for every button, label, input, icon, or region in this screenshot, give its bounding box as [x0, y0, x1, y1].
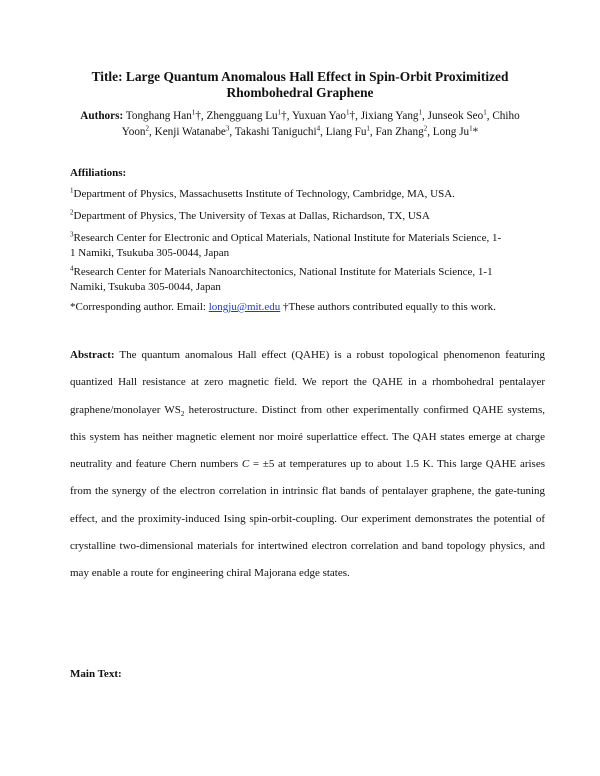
author-name: Kenji Watanabe	[154, 125, 226, 138]
affiliation-2-sup: 2	[70, 208, 74, 217]
abstract-part-2: heterostructure. Distinct from other experimentally confirmed QAHE systems, this system has neither magnetic element nor moiré superlattice effect. The QAH states emerge at charge neutrality and feature Chern numbers	[70, 403, 545, 471]
authors-label: Authors:	[80, 110, 124, 122]
abstract-paragraph	[70, 342, 545, 588]
affiliations-heading: Affiliations:	[70, 167, 127, 179]
affiliation-4	[70, 265, 532, 295]
author-affiliation-sup: 1	[277, 108, 282, 117]
affiliation-3-line-2: 1 Namiki, Tsukuba 305-0044, Japan	[70, 247, 230, 259]
chern-value: = ±5	[249, 458, 275, 471]
chern-symbol: C	[241, 458, 250, 471]
author-name: Yuxuan Yao	[291, 110, 347, 122]
title-line-2: Rhombohedral Graphene	[226, 85, 374, 100]
affiliation-4-line-2: Namiki, Tsukuba 305-0044, Japan	[70, 281, 221, 293]
author-name: Tonghang Han	[125, 110, 192, 122]
affiliation-3-sup: 3	[70, 230, 74, 239]
affiliation-3	[70, 231, 532, 261]
ws2-subscript: 2	[180, 409, 185, 418]
author-affiliation-sup: 2	[423, 123, 428, 132]
author-name: Long Ju	[432, 125, 470, 138]
abstract-part-1: The quantum anomalous Hall effect (QAHE) is a robust topological phenomenon featuring quantized Hall resistance at zero magnetic field. We report the QAHE in a rhombohedral pentalayer graphene/monolayer WS	[70, 349, 545, 416]
author-name: Junseok Seo	[427, 110, 484, 122]
title-line-1: Title: Large Quantum Anomalous Hall Effect in Spin-Orbit Proximitized	[91, 69, 509, 84]
author-affiliation-sup: 1	[366, 123, 370, 132]
affiliation-1-sup: 1	[70, 186, 74, 195]
paper-title	[60, 69, 540, 101]
author-affiliation-sup: 1	[469, 123, 473, 132]
affiliation-4-sup: 4	[70, 264, 74, 273]
author-mark: †	[281, 110, 287, 122]
author-mark: †	[349, 110, 356, 122]
author-affiliation-sup: 1	[418, 108, 423, 117]
author-name: Fan Zhang	[375, 125, 424, 138]
abstract-part-3: at temperatures up to about 1.5 K. This large QAHE arises from the synergy of the electron correlation in intrinsic flat bands of pentalayer graphene, the gate-tuning effect, and the proximity-induced Ising spin-orbit-coupling. Our experiment demonstrates the potential of crystalline two-dimensional materials for intertwined electron correlation and band topology physics, and may enable a route for engineering chiral Majorana edge states.	[70, 458, 545, 580]
abstract-label: Abstract:	[70, 349, 115, 361]
author-names: Tonghang Han$^1$†, Zhengguang Lu$^1$†, Yuxuan Yao$^1$†, Jixiang Yang$^1$, Junseok Seo$^1$, Chiho Yoon$^2$, Kenji Watanabe$^3$, Takashi Taniguchi$^4$, Liang Fu$^1$, Fan Zhang$^2$, Long Ju$^1$*	[121, 108, 520, 138]
author-list	[80, 109, 520, 140]
author-affiliation-sup: 3	[225, 123, 230, 132]
affiliation-2-text: Department of Physics, The University of Texas at Dallas, Richardson, TX, USA	[73, 210, 430, 222]
corresponding-prefix: *Corresponding author. Email:	[70, 301, 209, 313]
author-affiliation-sup: 1	[191, 108, 196, 117]
author-name: Jixiang Yang	[360, 110, 419, 122]
author-affiliation-sup: 2	[145, 123, 150, 132]
author-affiliation-sup: 1	[483, 108, 487, 117]
author-affiliation-sup: 4	[316, 123, 321, 132]
author-affiliation-sup: 1	[346, 108, 350, 117]
main-text-heading: Main Text:	[70, 668, 122, 680]
corresponding-note	[70, 300, 550, 315]
author-name: Zhengguang Lu	[206, 110, 278, 122]
author-name: Takashi Taniguchi	[234, 125, 317, 138]
equal-contribution-note: †These authors contributed equally to this work.	[280, 301, 496, 313]
author-name: Liang Fu	[325, 125, 367, 138]
affiliation-1	[70, 187, 532, 202]
corresponding-email-link[interactable]: longju@mit.edu	[208, 301, 281, 313]
affiliation-4-line-1: Research Center for Materials Nanoarchitectonics, National Institute for Materials Science, 1-1	[73, 266, 493, 278]
author-name: Chiho Yoon	[121, 110, 520, 138]
affiliation-2	[70, 209, 532, 224]
author-mark: †	[195, 110, 201, 122]
affiliation-3-line-1: Research Center for Electronic and Optical Materials, National Institute for Materials Science, 1-	[73, 232, 502, 244]
author-mark: *	[472, 125, 479, 138]
affiliation-1-text: Department of Physics, Massachusetts Institute of Technology, Cambridge, MA, USA.	[73, 188, 455, 200]
